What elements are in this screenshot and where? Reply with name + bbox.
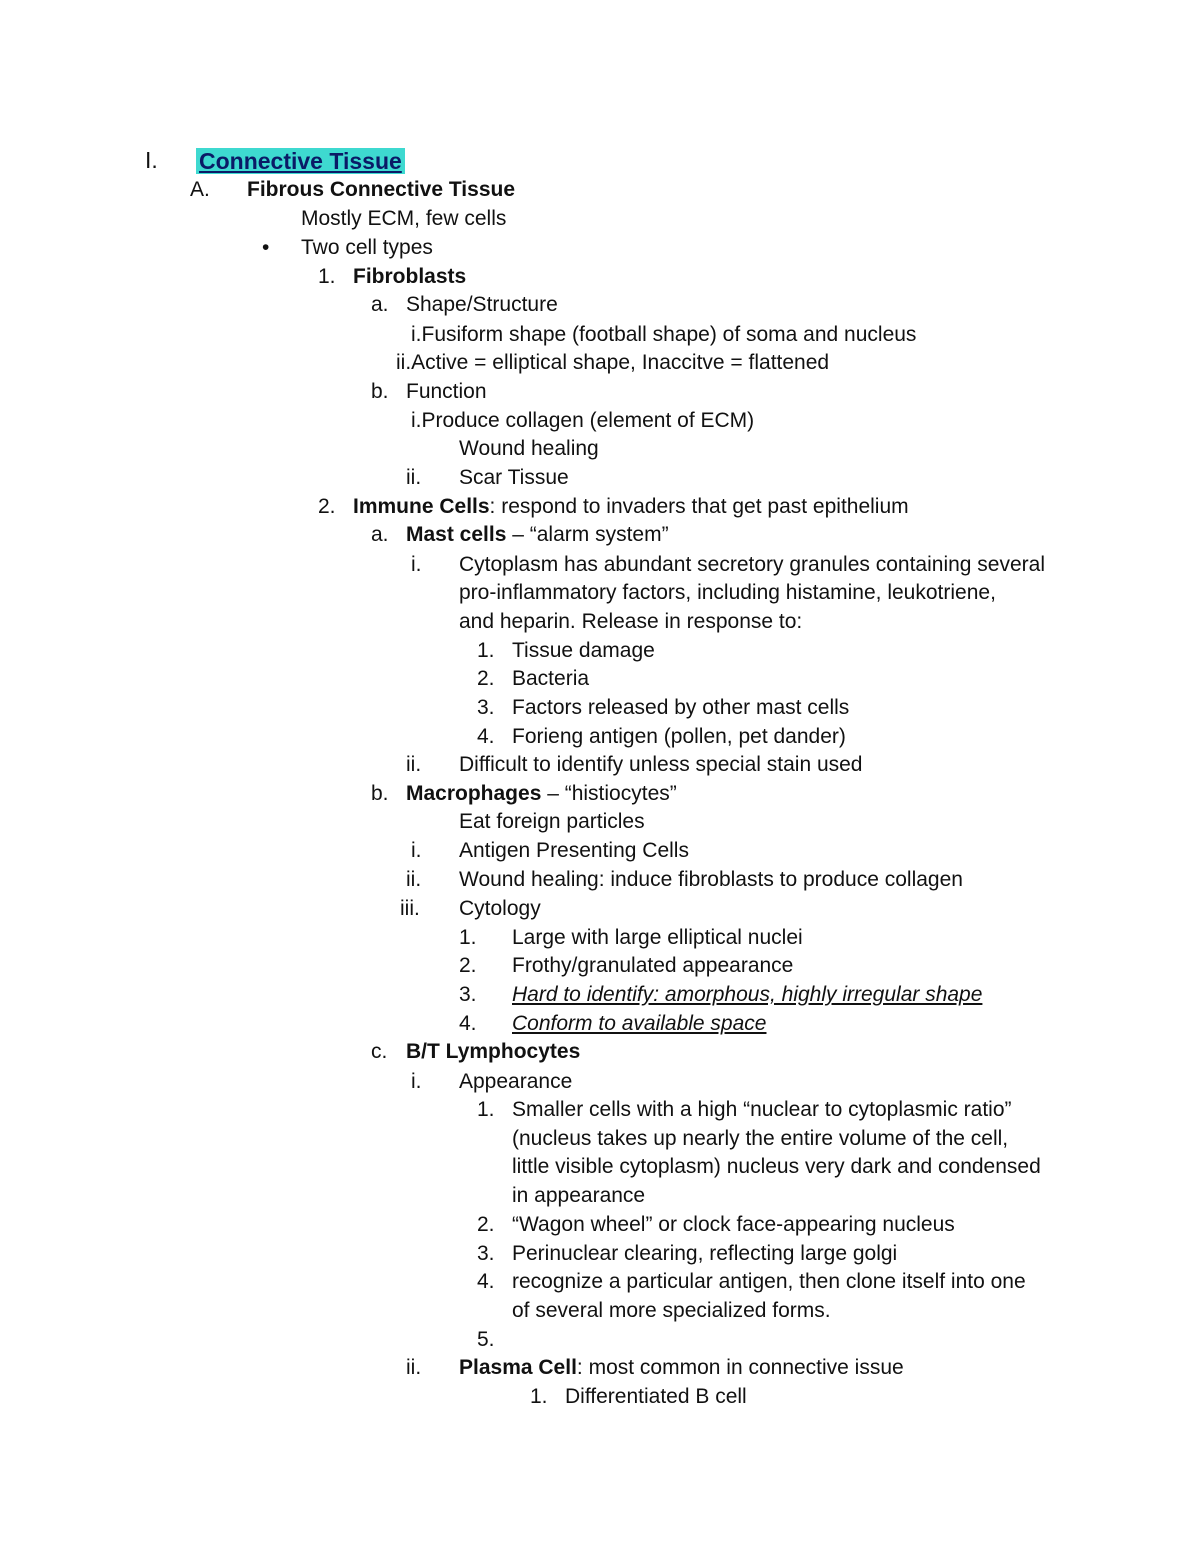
text-run: recognize a particular antigen, then clone itself into one xyxy=(512,1270,1026,1293)
text-run: Perinuclear clearing, reflecting large golgi xyxy=(512,1242,898,1265)
text-run: : respond to invaders that get past epithelium xyxy=(489,495,909,518)
text-run: i.Produce collagen (element of ECM) xyxy=(411,409,755,432)
text-run: ii.Active = elliptical shape, Inaccitve = flattened xyxy=(396,351,830,374)
list-marker: 4. xyxy=(477,725,495,748)
text-run: – “histiocytes” xyxy=(541,782,677,805)
list-marker: 3. xyxy=(459,983,477,1006)
list-marker: i. xyxy=(411,553,422,576)
list-marker: ii. xyxy=(406,753,422,776)
outline-text xyxy=(411,320,916,350)
list-marker: iii. xyxy=(400,897,420,920)
text-run: Tissue damage xyxy=(512,639,655,662)
list-marker: 3. xyxy=(477,696,495,719)
outline-text xyxy=(459,865,963,895)
outline-text xyxy=(459,1353,904,1383)
text-run: Plasma Cell xyxy=(459,1356,577,1379)
outline-text xyxy=(353,492,909,522)
list-marker: • xyxy=(262,236,270,259)
text-run: Eat foreign particles xyxy=(459,810,645,833)
section-heading: Connective Tissue xyxy=(196,148,405,174)
list-marker: 1. xyxy=(459,926,477,949)
outline-text xyxy=(301,233,433,263)
outline-text xyxy=(565,1382,747,1412)
outline-text xyxy=(406,377,487,407)
list-marker: 2. xyxy=(477,1213,495,1236)
text-run: Difficult to identify unless special stain used xyxy=(459,753,863,776)
text-run: Two cell types xyxy=(301,236,433,259)
text-run: Cytoplasm has abundant secretory granules containing several xyxy=(459,553,1046,576)
outline-text xyxy=(459,836,689,866)
list-marker: 1. xyxy=(477,639,495,662)
outline-text xyxy=(512,1296,831,1326)
outline-text xyxy=(406,779,677,809)
outline-text xyxy=(247,175,515,205)
text-run: Scar Tissue xyxy=(459,466,569,489)
text-run: Fibroblasts xyxy=(353,265,467,288)
outline-text xyxy=(512,693,849,723)
list-marker: 3. xyxy=(477,1242,495,1265)
text-run: Immune Cells xyxy=(353,495,490,518)
outline-text xyxy=(512,722,846,752)
outline-text xyxy=(406,290,558,320)
list-marker: i. xyxy=(411,839,422,862)
outline-text xyxy=(459,607,802,637)
outline-text xyxy=(512,1009,766,1039)
text-run: Shape/Structure xyxy=(406,293,558,316)
list-marker: 2. xyxy=(459,954,477,977)
list-marker: 1. xyxy=(318,265,336,288)
outline-text xyxy=(512,1124,1008,1154)
outline-text xyxy=(459,463,569,493)
outline-text xyxy=(512,980,982,1010)
list-marker: 4. xyxy=(477,1270,495,1293)
list-marker: a. xyxy=(371,293,389,316)
list-marker: ii. xyxy=(406,1356,422,1379)
outline-text xyxy=(353,262,466,292)
text-run: Macrophages xyxy=(406,782,542,805)
outline-text xyxy=(459,750,863,780)
text-run: Antigen Presenting Cells xyxy=(459,839,689,862)
outline-text xyxy=(459,1067,572,1097)
outline-text xyxy=(512,923,803,953)
text-run: : most common in connective issue xyxy=(576,1356,904,1379)
text-run: Forieng antigen (pollen, pet dander) xyxy=(512,725,846,748)
text-run: Mostly ECM, few cells xyxy=(301,207,507,230)
text-run: Differentiated B cell xyxy=(565,1385,747,1408)
outline-text xyxy=(459,434,599,464)
list-marker: b. xyxy=(371,380,389,403)
outline-text xyxy=(406,1037,580,1067)
text-run: Fibrous Connective Tissue xyxy=(247,178,516,201)
text-run: i.Fusiform shape (football shape) of soma and nucleus xyxy=(411,323,917,346)
text-run: and heparin. Release in response to: xyxy=(459,610,803,633)
outline-text xyxy=(512,951,793,981)
outline-text xyxy=(459,807,645,837)
text-run: Factors released by other mast cells xyxy=(512,696,850,719)
text-run: Smaller cells with a high “nuclear to cytoplasmic ratio” xyxy=(512,1098,1012,1121)
text-run: Large with large elliptical nuclei xyxy=(512,926,803,949)
outline-text xyxy=(512,1210,955,1240)
list-marker: 4. xyxy=(459,1012,477,1035)
text-run: B/T Lymphocytes xyxy=(406,1040,581,1063)
outline-text xyxy=(196,146,405,178)
outline-text xyxy=(396,348,829,378)
outline-text xyxy=(512,1267,1026,1297)
text-run: Conform to available space xyxy=(512,1012,767,1035)
text-run: Frothy/granulated appearance xyxy=(512,954,794,977)
text-run: Hard to identify: amorphous, highly irregular shape xyxy=(512,983,983,1006)
list-marker: 1. xyxy=(530,1385,548,1408)
outline-text xyxy=(459,578,996,608)
list-marker: 1. xyxy=(477,1098,495,1121)
list-marker: a. xyxy=(371,523,389,546)
list-marker: A. xyxy=(190,178,210,201)
list-marker: c. xyxy=(371,1040,388,1063)
list-marker: 2. xyxy=(318,495,336,518)
list-marker: i. xyxy=(411,1070,422,1093)
text-run: “Wagon wheel” or clock face-appearing nucleus xyxy=(512,1213,955,1236)
outline-text xyxy=(512,1095,1012,1125)
text-run: little visible cytoplasm) nucleus very dark and condensed xyxy=(512,1155,1041,1178)
list-marker: ii. xyxy=(406,868,422,891)
text-run: (nucleus takes up nearly the entire volume of the cell, xyxy=(512,1127,1009,1150)
text-run: Wound healing xyxy=(459,437,599,460)
text-run: Wound healing: induce fibroblasts to produce collagen xyxy=(459,868,963,891)
list-marker: 5. xyxy=(477,1328,495,1351)
list-marker: b. xyxy=(371,782,389,805)
list-marker: ii. xyxy=(406,466,422,489)
text-run: Cytology xyxy=(459,897,541,920)
list-marker: I. xyxy=(145,147,158,173)
list-marker: 2. xyxy=(477,667,495,690)
text-run: pro-inflammatory factors, including histamine, leukotriene, xyxy=(459,581,996,604)
text-run: Mast cells xyxy=(406,523,507,546)
text-run: – “alarm system” xyxy=(506,523,669,546)
outline-text xyxy=(406,520,669,550)
outline-text xyxy=(411,406,754,436)
text-run: Bacteria xyxy=(512,667,590,690)
outline-text xyxy=(459,550,1045,580)
outline-text xyxy=(301,204,506,234)
outline-text xyxy=(512,664,589,694)
text-run: Appearance xyxy=(459,1070,573,1093)
text-run: in appearance xyxy=(512,1184,646,1207)
outline-text xyxy=(512,636,655,666)
outline-text xyxy=(512,1152,1041,1182)
outline-text xyxy=(512,1181,645,1211)
outline-text xyxy=(459,894,541,924)
text-run: of several more specialized forms. xyxy=(512,1299,831,1322)
text-run: Function xyxy=(406,380,487,403)
outline-text xyxy=(512,1239,897,1269)
